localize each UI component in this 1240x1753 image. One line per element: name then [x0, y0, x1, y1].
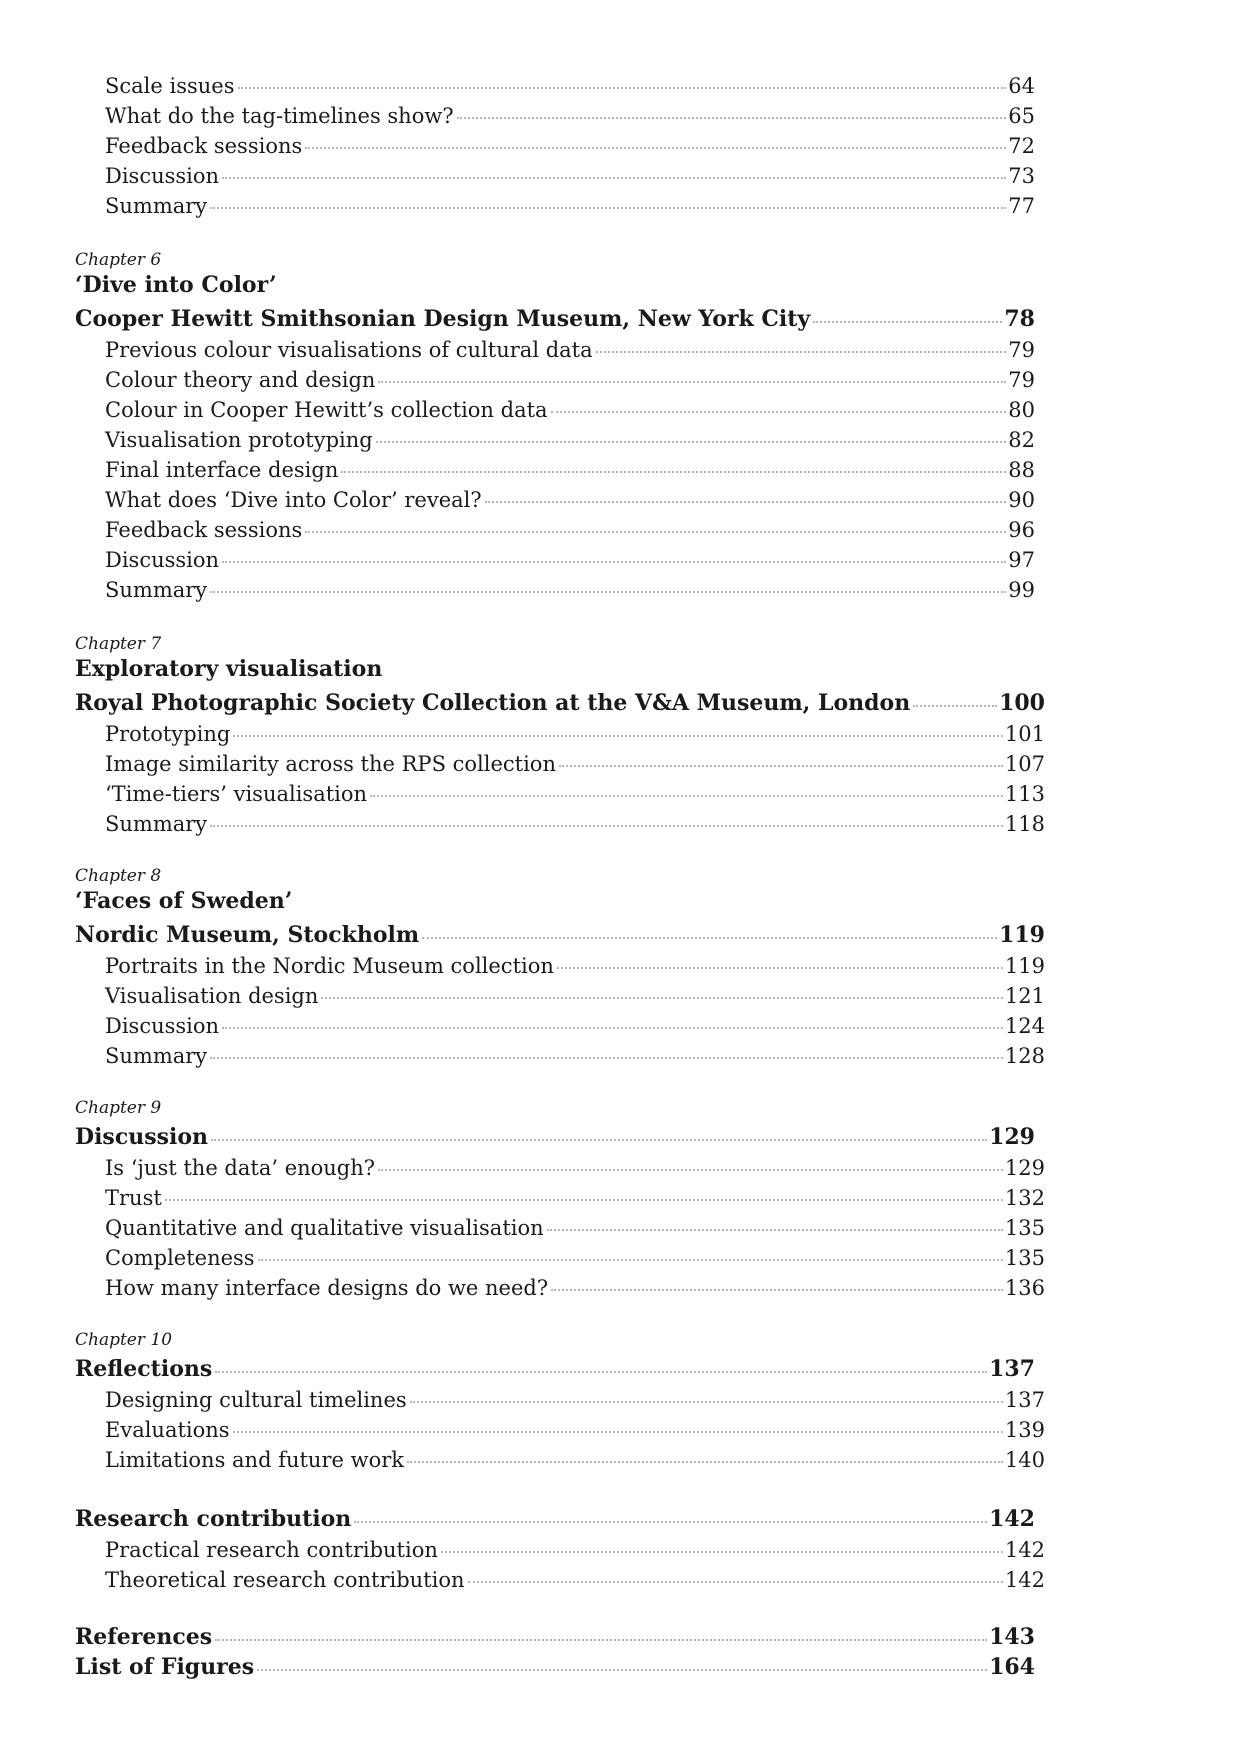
toc-entry-page: 77 [1008, 194, 1035, 218]
toc-entry-page: 82 [1008, 428, 1035, 452]
toc-chapter-heading[interactable] [75, 1352, 1035, 1382]
toc-entry-page: 79 [1008, 368, 1035, 392]
dot-leader [370, 795, 1003, 797]
toc-entry[interactable] [105, 746, 1045, 776]
dot-leader [378, 1169, 1003, 1171]
toc-entry[interactable] [105, 68, 1035, 98]
toc-heading-label: Nordic Museum, Stockholm [75, 922, 420, 948]
toc-entry-label: Trust [105, 1186, 162, 1210]
toc-entry[interactable] [105, 1442, 1045, 1472]
toc-entry[interactable] [105, 572, 1035, 602]
dot-leader [485, 501, 1007, 503]
toc-heading-label: List of Figures [75, 1654, 255, 1680]
toc-entry-label: Colour in Cooper Hewitt’s collection data [105, 398, 548, 422]
toc-entry-page: 135 [1004, 1246, 1045, 1270]
dot-leader [258, 1259, 1003, 1261]
toc-entry[interactable] [105, 1562, 1045, 1592]
toc-entry[interactable] [105, 806, 1045, 836]
toc-references[interactable] [75, 1620, 1035, 1650]
toc-entry-label: Feedback sessions [105, 518, 303, 542]
dot-leader [354, 1521, 987, 1523]
toc-entry-label: Limitations and future work [105, 1448, 404, 1472]
toc-entry-page: 142 [1004, 1568, 1045, 1592]
dot-leader [215, 1639, 987, 1641]
dot-leader [165, 1199, 1003, 1201]
toc-entry[interactable] [105, 452, 1035, 482]
toc-entry-label: Completeness [105, 1246, 255, 1270]
toc-heading-label: References [75, 1624, 213, 1650]
toc-entry[interactable] [105, 392, 1035, 422]
toc-entry[interactable] [105, 776, 1045, 806]
toc-entry-label: Portraits in the Nordic Museum collection [105, 954, 554, 978]
dot-leader [378, 381, 1006, 383]
toc-entry-page: 97 [1008, 548, 1035, 572]
dot-leader [305, 147, 1006, 149]
dot-leader [410, 1401, 1003, 1403]
toc-entry[interactable] [105, 158, 1035, 188]
toc-entry-page: 132 [1004, 1186, 1045, 1210]
toc-entry-page: 73 [1008, 164, 1035, 188]
toc-heading-page: 137 [989, 1356, 1035, 1382]
toc-heading-page: 78 [1004, 306, 1035, 332]
dot-leader [222, 1027, 1003, 1029]
toc-entry-page: 107 [1004, 752, 1045, 776]
dot-leader [222, 177, 1006, 179]
chapter-title: Exploratory visualisation [75, 656, 383, 682]
toc-entry-page: 139 [1004, 1418, 1045, 1442]
toc-heading-page: 143 [989, 1624, 1035, 1650]
toc-entry-label: Visualisation design [105, 984, 319, 1008]
dot-leader [210, 591, 1006, 593]
toc-entry-label: Image similarity across the RPS collection [105, 752, 556, 776]
toc-entry-page: 64 [1008, 74, 1035, 98]
toc-entry-page: 137 [1004, 1388, 1045, 1412]
toc-entry[interactable] [105, 1532, 1045, 1562]
chapter-number: Chapter 6 [75, 250, 162, 270]
toc-entry[interactable] [105, 716, 1045, 746]
toc-heading-label: Cooper Hewitt Smithsonian Design Museum, New York City [75, 306, 811, 332]
toc-entry-page: 119 [1004, 954, 1045, 978]
toc-list-of-figures[interactable] [75, 1650, 1035, 1680]
toc-entry-label: Summary [105, 812, 208, 836]
dot-leader [341, 471, 1006, 473]
dot-leader [222, 561, 1006, 563]
dot-leader [233, 735, 1003, 737]
dot-leader [233, 1431, 1003, 1433]
dot-leader [457, 117, 1007, 119]
dot-leader [210, 1057, 1003, 1059]
toc-entry[interactable] [105, 948, 1045, 978]
toc-entry[interactable] [105, 422, 1035, 452]
toc-entry[interactable] [105, 1412, 1045, 1442]
toc-entry-label: Visualisation prototyping [105, 428, 373, 452]
toc-heading-label: Royal Photographic Society Collection at the V&A Museum, London [75, 690, 911, 716]
toc-entry[interactable] [105, 512, 1035, 542]
toc-entry-page: 113 [1004, 782, 1045, 806]
toc-entry-page: 124 [1004, 1014, 1045, 1038]
toc-entry-label: Prototyping [105, 722, 231, 746]
toc-entry-label: Practical research contribution [105, 1538, 438, 1562]
toc-entry[interactable] [105, 1210, 1045, 1240]
toc-entry-label: Summary [105, 1044, 208, 1068]
dot-leader [596, 351, 1007, 353]
toc-heading-label: Reflections [75, 1356, 213, 1382]
toc-entry[interactable] [105, 98, 1035, 128]
dot-leader [305, 531, 1006, 533]
toc-entry-page: 142 [1004, 1538, 1045, 1562]
dot-leader [215, 1371, 987, 1373]
chapter-number: Chapter 10 [75, 1330, 173, 1350]
toc-entry-page: 65 [1008, 104, 1035, 128]
toc-entry-label: Is ‘just the data’ enough? [105, 1156, 376, 1180]
toc-heading-page: 100 [999, 690, 1045, 716]
toc-heading-label: Discussion [75, 1124, 209, 1150]
dot-leader [441, 1551, 1003, 1553]
toc-entry-label: Theoretical research contribution [105, 1568, 465, 1592]
dot-leader [547, 1229, 1003, 1231]
toc-entry-label: Evaluations [105, 1418, 230, 1442]
toc-entry[interactable] [105, 978, 1045, 1008]
toc-entry-page: 121 [1004, 984, 1045, 1008]
toc-entry-label: Quantitative and qualitative visualisation [105, 1216, 544, 1240]
dot-leader [551, 1289, 1003, 1291]
toc-entry-page: 79 [1008, 338, 1035, 362]
toc-heading-page: 164 [989, 1654, 1035, 1680]
toc-entry-page: 99 [1008, 578, 1035, 602]
toc-entry[interactable] [105, 1382, 1045, 1412]
toc-entry[interactable] [105, 362, 1035, 392]
toc-heading-page: 129 [989, 1124, 1035, 1150]
toc-entry-page: 135 [1004, 1216, 1045, 1240]
toc-entry-label: ‘Time-tiers’ visualisation [105, 782, 368, 806]
toc-entry-label: What do the tag-timelines show? [105, 104, 454, 128]
dot-leader [422, 937, 997, 939]
dot-leader [210, 825, 1003, 827]
toc-entry-label: Discussion [105, 548, 220, 572]
dot-leader [211, 1139, 987, 1141]
toc-entry[interactable] [105, 332, 1035, 362]
toc-chapter-heading[interactable] [75, 302, 1035, 332]
toc-entry-label: What does ‘Dive into Color’ reveal? [105, 488, 482, 512]
toc-entry[interactable] [105, 1240, 1045, 1270]
toc-entry-page: 80 [1008, 398, 1035, 422]
toc-entry-page: 118 [1004, 812, 1045, 836]
toc-entry-label: Summary [105, 578, 208, 602]
toc-entry[interactable] [105, 1270, 1045, 1300]
toc-entry[interactable] [105, 1038, 1045, 1068]
dot-leader [551, 411, 1007, 413]
toc-entry-page: 101 [1004, 722, 1045, 746]
dot-leader [407, 1461, 1003, 1463]
toc-chapter-heading[interactable] [75, 918, 1045, 948]
dot-leader [376, 441, 1007, 443]
toc-entry-page: 129 [1004, 1156, 1045, 1180]
toc-entry-page: 96 [1008, 518, 1035, 542]
chapter-number: Chapter 9 [75, 1098, 162, 1118]
dot-leader [559, 765, 1003, 767]
toc-entry-label: Discussion [105, 164, 220, 188]
dot-leader [913, 705, 997, 707]
chapter-number: Chapter 8 [75, 866, 162, 886]
dot-leader [238, 87, 1007, 89]
dot-leader [210, 207, 1006, 209]
toc-entry-label: Discussion [105, 1014, 220, 1038]
toc-entry-page: 90 [1008, 488, 1035, 512]
toc-entry[interactable] [105, 482, 1035, 512]
toc-entry-page: 136 [1004, 1276, 1045, 1300]
toc-entry-page: 72 [1008, 134, 1035, 158]
dot-leader [321, 997, 1003, 999]
dot-leader [557, 967, 1003, 969]
toc-entry[interactable] [105, 1150, 1045, 1180]
toc-entry-page: 140 [1004, 1448, 1045, 1472]
chapter-title: ‘Dive into Color’ [75, 272, 277, 298]
dot-leader [257, 1669, 987, 1671]
toc-entry-label: Designing cultural timelines [105, 1388, 407, 1412]
toc-heading-page: 119 [999, 922, 1045, 948]
toc-entry[interactable] [105, 1180, 1045, 1210]
toc-heading-label: Research contribution [75, 1506, 352, 1532]
toc-chapter-heading[interactable] [75, 686, 1045, 716]
toc-heading-page: 142 [989, 1506, 1035, 1532]
toc-entry-label: Scale issues [105, 74, 235, 98]
toc-entry-page: 88 [1008, 458, 1035, 482]
dot-leader [813, 321, 1002, 323]
toc-entry-label: Summary [105, 194, 208, 218]
chapter-number: Chapter 7 [75, 634, 162, 654]
toc-entry-label: Previous colour visualisations of cultural data [105, 338, 593, 362]
toc-section-heading[interactable] [75, 1502, 1035, 1532]
toc-entry-label: Feedback sessions [105, 134, 303, 158]
toc-entry-page: 128 [1004, 1044, 1045, 1068]
toc-entry[interactable] [105, 1008, 1045, 1038]
toc-entry-label: Colour theory and design [105, 368, 376, 392]
toc-entry-label: Final interface design [105, 458, 339, 482]
toc-entry[interactable] [105, 128, 1035, 158]
toc-entry-label: How many interface designs do we need? [105, 1276, 549, 1300]
chapter-title: ‘Faces of Sweden’ [75, 888, 293, 914]
toc-entry[interactable] [105, 188, 1035, 218]
dot-leader [468, 1581, 1003, 1583]
toc-chapter-heading[interactable] [75, 1120, 1035, 1150]
toc-entry[interactable] [105, 542, 1035, 572]
